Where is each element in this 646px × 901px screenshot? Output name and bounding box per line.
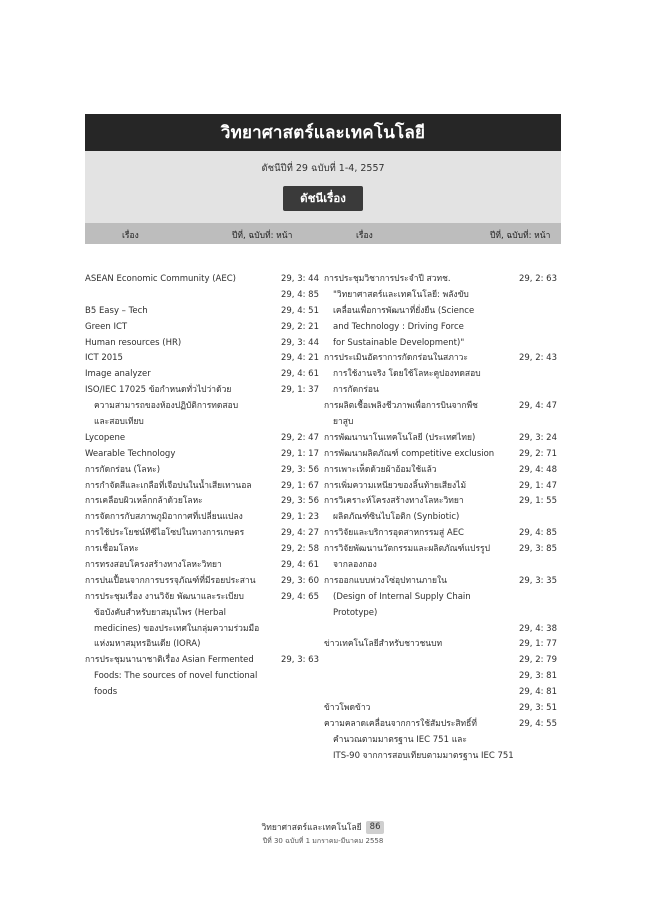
left-index-column: [85, 272, 323, 701]
index-entry-term: foods: [94, 687, 118, 698]
index-entry-row: [85, 415, 323, 431]
index-entry-term: ความสามารถของห้องปฏิบัติการทดสอบ: [94, 401, 239, 412]
index-entry-ref: 29, 3: 60: [280, 575, 319, 586]
index-entry-row: [324, 320, 561, 336]
index-entry-term: Prototype): [333, 607, 378, 618]
index-entry-term: Foods: The sources of novel functional: [94, 671, 258, 682]
index-entry-row: [85, 606, 323, 622]
index-entry-row: [324, 399, 561, 415]
index-entry-row: [85, 510, 323, 526]
index-entry-term: ยาสูบ: [333, 417, 354, 428]
index-entry-ref: 29, 3: 35: [518, 575, 557, 586]
index-entry-term: การผลิตเชื้อเพลิงชีวภาพเพื่อการบินจากพืช: [324, 401, 478, 412]
right-index-column: [324, 272, 561, 765]
index-entry-ref: 29, 3: 56: [280, 496, 319, 507]
index-entry-ref: 29, 4: 61: [280, 369, 319, 380]
index-entry-term: การประเมินอัตราการกัดกร่อนในสภาวะ: [324, 353, 468, 364]
index-entry-ref: 29, 1: 55: [518, 496, 557, 507]
index-entry-row: [85, 447, 323, 463]
index-entry-term: การวิเคราะห์โครงสร้างทางโลหะวิทยา: [324, 496, 464, 507]
right-subject-header: เรื่อง: [356, 231, 373, 241]
index-entry-row: [324, 383, 561, 399]
index-entry-ref: 29, 3: 85: [518, 544, 557, 555]
index-entry-ref: 29, 4: 85: [518, 528, 557, 539]
index-entry-term: ASEAN Economic Community (AEC): [85, 274, 236, 284]
index-entry-term: ITS-90 จากการสอบเทียบตามมาตรฐาน IEC 751: [333, 750, 514, 761]
index-entry-ref: 29, 4: 65: [280, 591, 319, 602]
index-entry-row: [324, 415, 561, 431]
index-entry-row: [324, 463, 561, 479]
index-entry-row: [85, 542, 323, 558]
index-subtitle: ดัชนีปีที่ 29 ฉบับที่ 1-4, 2557: [261, 163, 385, 174]
left-ref-header: ปีที่, ฉบับที่: หน้า: [232, 231, 293, 241]
footer-journal-name: วิทยาศาสตร์และเทคโนโลยี: [261, 823, 362, 833]
index-entry-ref: 29, 2: 47: [280, 432, 319, 443]
index-entry-term: การวิจัยและบริการอุตสาหกรรมสู่ AEC: [324, 528, 464, 539]
index-entry-row: [324, 431, 561, 447]
page-number: 86: [366, 821, 385, 834]
index-entry-row: [85, 367, 323, 383]
index-entry-row: [324, 653, 561, 669]
index-entry-ref: 29, 1: 37: [280, 385, 319, 396]
index-entry-row: [324, 558, 561, 574]
index-entry-row: [324, 669, 561, 685]
index-entry-term: การประชุมเรื่อง งานวิจัย พัฒนาและระเบียบ: [85, 591, 244, 602]
index-entry-ref: 29, 4: 55: [518, 718, 557, 729]
index-entry-ref: 29, 3: 44: [280, 274, 319, 284]
index-entry-term: ผลิตภัณฑ์ซินไบโอติก (Synbiotic): [333, 512, 460, 523]
index-entry-row: [85, 431, 323, 447]
index-entry-ref: 29, 2: 71: [518, 448, 557, 459]
index-entry-ref: 29, 4: 21: [280, 353, 319, 364]
index-entry-row: [85, 320, 323, 336]
index-entry-row: [85, 304, 323, 320]
index-entry-ref: 29, 4: 81: [518, 687, 557, 698]
index-entry-row: [324, 336, 561, 352]
index-entry-row: [324, 304, 561, 320]
index-entry-ref: 29, 1: 47: [518, 480, 557, 491]
index-entry-row: [85, 383, 323, 399]
index-entry-term: for Sustainable Development)": [333, 337, 465, 348]
index-entry-term: การใช้ประโยชน์ทีซีไอโซปในทางการเกษตร: [85, 528, 245, 539]
index-entry-term: คำนวณตามมาตรฐาน IEC 751 และ: [333, 734, 467, 745]
index-entry-row: [324, 637, 561, 653]
index-entry-term: ข้อบังคับสำหรับยาสมุนไพร (Herbal: [94, 607, 226, 618]
index-entry-row: [324, 574, 561, 590]
index-entry-term: การประชุมวิชาการประจำปี สวทช.: [324, 274, 451, 284]
index-entry-term: การจัดการกับสภาพภูมิอากาศที่เปลี่ยนแปลง: [85, 512, 243, 523]
index-entry-term: medicines) ของประเทศในกลุ่มความร่วมมือ: [94, 623, 260, 634]
index-entry-ref: 29, 1: 17: [280, 448, 319, 459]
index-entry-term: การเชื่อมโลหะ: [85, 544, 139, 555]
index-entry-row: [85, 574, 323, 590]
index-entry-row: [324, 510, 561, 526]
index-entry-row: [85, 637, 323, 653]
index-entry-term: เคลื่อนเพื่อการพัฒนาที่ยั่งยืน (Science: [333, 305, 475, 316]
index-entry-term: แห่งมหาสมุทรอินเดีย (IORA): [94, 639, 201, 650]
index-entry-term: การกัดกร่อน: [333, 385, 379, 396]
column-header-row: [85, 223, 561, 244]
index-entry-row: [324, 717, 561, 733]
subject-index-label: ดัชนีเรื่อง: [283, 186, 363, 211]
index-entry-term: B5 Easy – Tech: [85, 305, 148, 316]
index-entry-ref: 29, 3: 51: [518, 703, 557, 714]
index-entry-term: Image analyzer: [85, 369, 151, 380]
index-entry-ref: 29, 4: 27: [280, 528, 319, 539]
index-entry-row: [85, 479, 323, 495]
index-entry-term: Human resources (HR): [85, 337, 182, 348]
index-entry-row: [85, 526, 323, 542]
index-entry-row: [324, 479, 561, 495]
index-entry-ref: 29, 4: 85: [280, 289, 319, 300]
index-entry-row: [324, 447, 561, 463]
footer-issue: ปีที่ 30 ฉบับที่ 1 มกราคม-มีนาคม 2558: [262, 837, 384, 845]
index-entry-ref: 29, 2: 58: [280, 544, 319, 555]
subtitle-band: [85, 151, 561, 223]
index-entry-term: การกำจัดสีและเกลือที่เจือปนในน้ำเสียเทานอล: [85, 480, 252, 491]
index-entry-row: [85, 653, 323, 669]
index-entry-term: การกัดกร่อน (โลหะ): [85, 464, 161, 475]
index-entry-term: และสอบเทียบ: [94, 417, 144, 428]
index-entry-term: ข้าวโพดข้าว: [324, 703, 371, 714]
index-entry-row: [324, 367, 561, 383]
index-entry-row: [324, 526, 561, 542]
index-entry-row: [324, 606, 561, 622]
index-entry-term: ความคลาดเคลื่อนจากการใช้สัมประสิทธิ์ที่: [324, 718, 477, 729]
index-entry-row: [324, 288, 561, 304]
index-entry-ref: 29, 2: 63: [518, 274, 557, 284]
index-entry-row: [85, 494, 323, 510]
index-entry-ref: 29, 3: 81: [518, 671, 557, 682]
index-entry-term: and Technology : Driving Force: [333, 321, 464, 332]
index-entry-ref: 29, 4: 48: [518, 464, 557, 475]
index-entry-row: [85, 351, 323, 367]
index-entry-row: [85, 288, 323, 304]
index-entry-term: ข่าวเทคโนโลยีสำหรับชาวชนบท: [324, 639, 443, 650]
index-entry-ref: 29, 3: 56: [280, 464, 319, 475]
index-entry-row: [324, 272, 561, 288]
index-entry-term: ICT 2015: [85, 353, 123, 364]
index-entry-row: [85, 669, 323, 685]
index-entry-term: Lycopene: [85, 432, 126, 443]
index-entry-row: [85, 590, 323, 606]
index-entry-row: [324, 590, 561, 606]
journal-title-bar: [85, 114, 561, 151]
index-entry-row: [324, 494, 561, 510]
index-entry-term: การปนเปื้อนจากการบรรจุภัณฑ์ที่มีรอยประสาน: [85, 575, 256, 586]
journal-title: วิทยาศาสตร์และเทคโนโลยี: [220, 123, 426, 143]
index-entry-ref: 29, 1: 67: [280, 480, 319, 491]
index-entry-row: [85, 272, 323, 288]
index-entry-term: การเพิ่มความเหนียวของลิ้นท้ายเสียงไม้: [324, 480, 467, 491]
index-entry-row: [85, 558, 323, 574]
index-entry-row: [324, 622, 561, 638]
index-entry-row: [324, 733, 561, 749]
index-entry-term: (Design of Internal Supply Chain: [333, 591, 471, 602]
index-entry-term: การออกแบบห่วงโซ่อุปทานภายใน: [324, 575, 447, 586]
right-ref-header: ปีที่, ฉบับที่: หน้า: [490, 231, 551, 241]
index-entry-ref: 29, 1: 23: [280, 512, 319, 523]
index-entry-term: การทรงสอบโครงสร้างทางโลหะวิทยา: [85, 560, 222, 571]
index-entry-row: [324, 701, 561, 717]
index-entry-ref: 29, 3: 24: [518, 432, 557, 443]
index-entry-row: [85, 685, 323, 701]
index-entry-row: [85, 622, 323, 638]
index-entry-row: [324, 542, 561, 558]
left-subject-header: เรื่อง: [122, 231, 139, 241]
index-entry-row: [85, 336, 323, 352]
index-entry-ref: 29, 4: 51: [280, 305, 319, 316]
index-entry-term: การเพาะเห็ดด้วยผ้าอ้อมใช้แล้ว: [324, 464, 437, 475]
index-entry-term: Wearable Technology: [85, 448, 176, 459]
index-entry-term: การเคลือบผิวเหล็กกล้าด้วยโลหะ: [85, 496, 203, 507]
index-entry-ref: 29, 2: 21: [280, 321, 319, 332]
index-entry-ref: 29, 4: 61: [280, 560, 319, 571]
index-entry-term: การใช้งานจริง โดยใช้โลหะคูปองทดสอบ: [333, 369, 481, 380]
index-entry-row: [85, 399, 323, 415]
index-entry-ref: 29, 1: 77: [518, 639, 557, 650]
index-entry-ref: 29, 2: 43: [518, 353, 557, 364]
index-entry-row: [324, 685, 561, 701]
index-entry-term: Green ICT: [85, 321, 128, 332]
index-entry-term: การวิจัยพัฒนานวัตกรรมและผลิตภัณฑ์แปรรูป: [324, 544, 490, 555]
index-entry-ref: 29, 4: 47: [518, 401, 557, 412]
index-entry-term: ISO/IEC 17025 ข้อกำหนดทั่วไปว่าด้วย: [85, 385, 232, 396]
index-entry-ref: 29, 3: 63: [280, 655, 319, 666]
index-entry-row: [324, 351, 561, 367]
index-entry-ref: 29, 3: 44: [280, 337, 319, 348]
index-entry-term: "วิทยาศาสตร์และเทคโนโลยี: พลังขับ: [333, 289, 469, 300]
index-entry-ref: 29, 4: 38: [518, 623, 557, 634]
index-entry-term: จากลองกอง: [333, 560, 377, 571]
index-entry-row: [85, 463, 323, 479]
index-entry-term: การพัฒนานาโนเทคโนโลยี (ประเทศไทย): [324, 432, 476, 443]
index-entry-row: [324, 749, 561, 765]
page-footer: [0, 820, 646, 847]
index-entry-term: การประชุมนานาชาติเรื่อง Asian Fermented: [85, 655, 254, 666]
index-entry-term: การพัฒนาผลิตภัณฑ์ competitive exclusion: [324, 448, 495, 459]
index-entry-ref: 29, 2: 79: [518, 655, 557, 666]
